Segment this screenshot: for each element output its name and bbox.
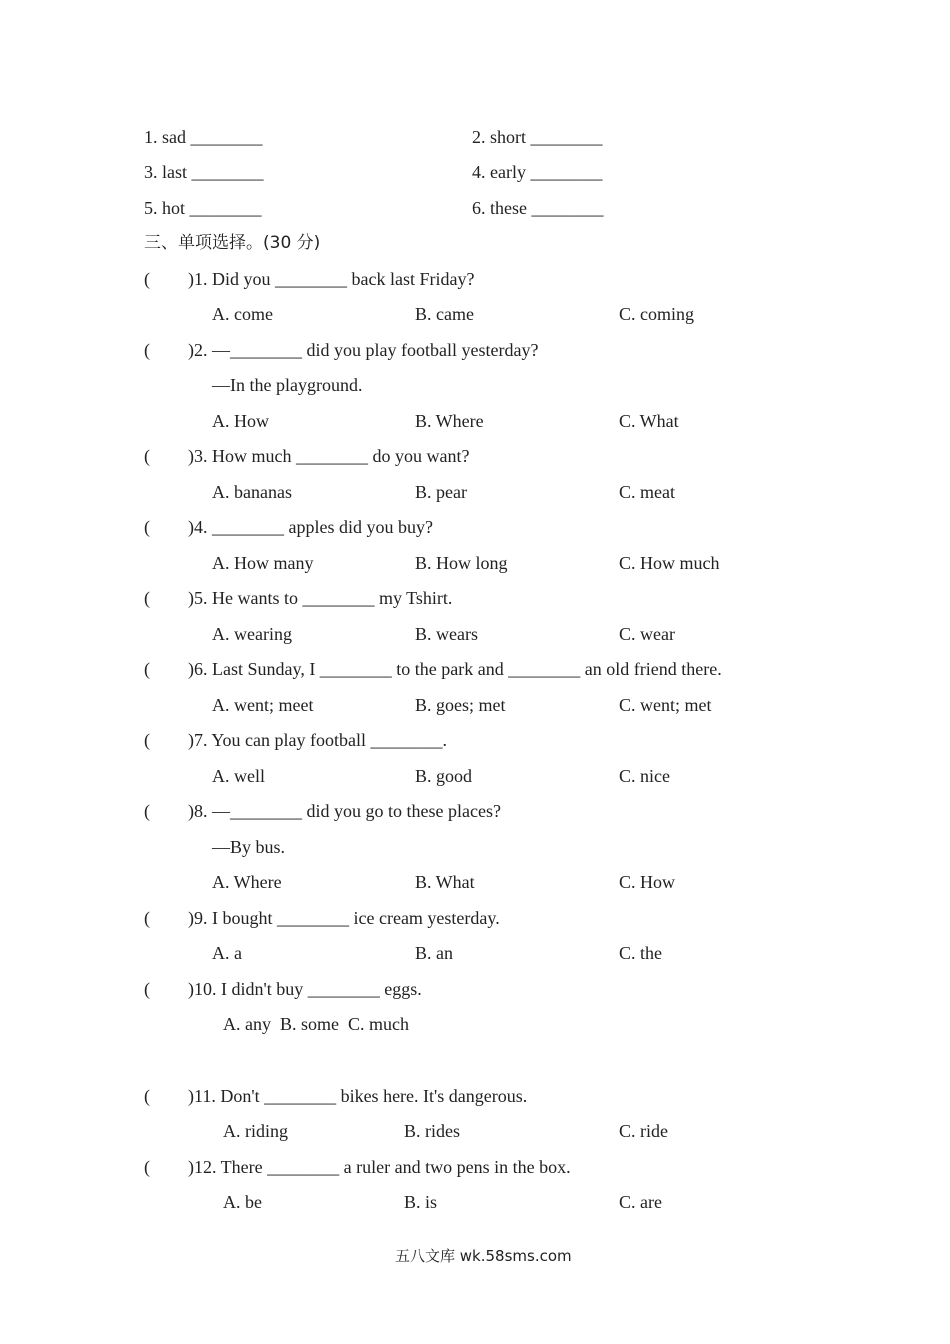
answer-paren: ( [144, 269, 150, 289]
section-heading: 三、单项选择。(30 分) [144, 233, 321, 253]
answer-paren: ( [144, 517, 150, 537]
question-7-stem: )7. You can play football ________. [188, 730, 447, 750]
question-5-option-c: C. wear [619, 624, 675, 644]
word-item-6: 6. these ________ [472, 198, 604, 218]
answer-paren: ( [144, 979, 150, 999]
question-5-stem: )5. He wants to ________ my Tshirt. [188, 588, 453, 608]
question-12-option-b: B. is [404, 1192, 438, 1212]
question-4-option-b: B. How long [415, 553, 508, 573]
question-9-option-c: C. the [619, 943, 662, 963]
question-8-option-b: B. What [415, 872, 475, 892]
question-3-option-b: B. pear [415, 482, 467, 502]
question-10-options: A. any B. some C. much [223, 1014, 409, 1034]
question-3-option-c: C. meat [619, 482, 675, 502]
question-11-stem: )11. Don't ________ bikes here. It's dangerous. [188, 1086, 528, 1106]
question-2-option-c: C. What [619, 411, 679, 431]
answer-paren: ( [144, 730, 150, 750]
question-7-option-c: C. nice [619, 766, 670, 786]
question-9-option-a: A. a [212, 943, 242, 963]
question-11-option-a: A. riding [223, 1121, 288, 1141]
question-5-option-b: B. wears [415, 624, 478, 644]
answer-paren: ( [144, 588, 150, 608]
question-8-stem: )8. —________ did you go to these places? [188, 801, 501, 821]
answer-paren: ( [144, 446, 150, 466]
question-3-stem: )3. How much ________ do you want? [188, 446, 470, 466]
question-12-stem: )12. There ________ a ruler and two pens in the box. [188, 1157, 571, 1177]
question-1-stem: )1. Did you ________ back last Friday? [188, 269, 475, 289]
question-3-option-a: A. bananas [212, 482, 292, 502]
question-4-option-a: A. How many [212, 553, 314, 573]
question-7-option-b: B. good [415, 766, 473, 786]
word-item-5: 5. hot ________ [144, 198, 262, 218]
answer-paren: ( [144, 659, 150, 679]
question-11-option-b: B. rides [404, 1121, 460, 1141]
question-6-stem: )6. Last Sunday, I ________ to the park and ________ an old friend there. [188, 659, 722, 679]
answer-paren: ( [144, 1157, 150, 1177]
answer-paren: ( [144, 908, 150, 928]
answer-paren: ( [144, 801, 150, 821]
question-12-option-c: C. are [619, 1192, 662, 1212]
answer-paren: ( [144, 1086, 150, 1106]
question-12-option-a: A. be [223, 1192, 262, 1212]
question-2-option-b: B. Where [415, 411, 484, 431]
question-2-option-a: A. How [212, 411, 269, 431]
question-9-stem: )9. I bought ________ ice cream yesterday. [188, 908, 500, 928]
question-8-option-a: A. Where [212, 872, 282, 892]
question-9-option-b: B. an [415, 943, 453, 963]
footer-watermark: 五八文库 wk.58sms.com [395, 1247, 572, 1265]
question-6-option-a: A. went; meet [212, 695, 314, 715]
question-6-option-c: C. went; met [619, 695, 712, 715]
word-item-2: 2. short ________ [472, 127, 603, 147]
word-item-4: 4. early ________ [472, 162, 603, 182]
question-8-option-c: C. How [619, 872, 676, 892]
question-4-option-c: C. How much [619, 553, 720, 573]
question-2-stem: )2. —________ did you play football yesterday? [188, 340, 539, 360]
question-1-option-c: C. coming [619, 304, 694, 324]
question-1-option-a: A. come [212, 304, 273, 324]
question-6-option-b: B. goes; met [415, 695, 506, 715]
question-4-stem: )4. ________ apples did you buy? [188, 517, 433, 537]
word-item-3: 3. last ________ [144, 162, 264, 182]
question-8-answer-line: —By bus. [212, 837, 286, 857]
question-2-answer-line: —In the playground. [212, 375, 363, 395]
question-10-stem: )10. I didn't buy ________ eggs. [188, 979, 422, 999]
question-7-option-a: A. well [212, 766, 265, 786]
question-1-option-b: B. came [415, 304, 474, 324]
question-11-option-c: C. ride [619, 1121, 668, 1141]
question-5-option-a: A. wearing [212, 624, 292, 644]
answer-paren: ( [144, 340, 150, 360]
word-item-1: 1. sad ________ [144, 127, 263, 147]
